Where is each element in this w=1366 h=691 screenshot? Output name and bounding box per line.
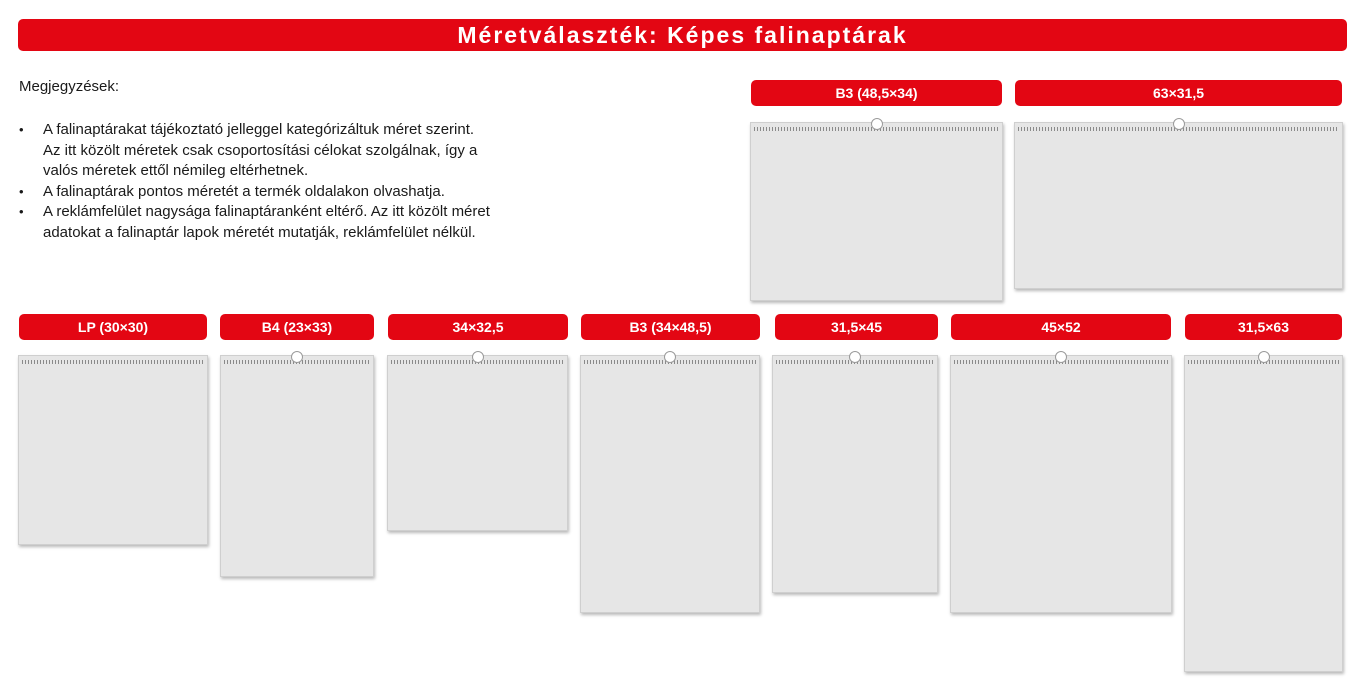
note-line: valós méretek ettől némileg eltérhetnek. [43,162,309,179]
hanger-icon [1173,118,1185,130]
page-title: Méretválaszték: Képes falinaptárak [457,21,908,48]
title-bar [18,19,1347,51]
hanger-icon [849,351,861,363]
size-label-34x32-5: 34×32,5 [388,314,568,340]
size-label-b3-portrait: B3 (34×48,5) [581,314,760,340]
calendar-31-5x63 [1184,355,1343,672]
calendar-lp [18,355,208,545]
hanger-icon [291,351,303,363]
note-item [19,120,559,182]
calendar-b3-portrait [580,355,760,613]
note-item [19,202,559,243]
hanger-icon [1055,351,1067,363]
hanger-icon [664,351,676,363]
notes-heading: Megjegyzések: [19,78,120,95]
calendar-63x31-5 [1014,122,1343,289]
spiral-binding [22,360,204,364]
calendar-b3-landscape [750,122,1003,301]
note-line: A reklámfelület nagysága falinaptáranként eltérő. Az itt közölt méret [43,203,490,220]
notes-list [19,120,559,243]
bullet-icon: • [19,183,24,199]
calendar-31-5x45 [772,355,938,593]
bullet-icon: • [19,122,24,137]
calendar-b4 [220,355,374,577]
size-label-31-5x45: 31,5×45 [775,314,938,340]
size-label-63x31-5: 63×31,5 [1015,80,1342,106]
note-line: A falinaptárak pontos méretét a termék oldalakon olvashatja. [43,182,445,200]
size-label-lp: LP (30×30) [19,314,207,340]
note-line: adatokat a falinaptár lapok méretét mutatják, reklámfelület nélkül. [43,223,476,241]
hanger-icon [871,118,883,130]
calendar-34x32-5 [387,355,568,531]
size-label-b4: B4 (23×33) [220,314,374,340]
calendar-45x52 [950,355,1172,613]
size-label-45x52: 45×52 [951,314,1171,340]
size-label-31-5x63: 31,5×63 [1185,314,1342,340]
bullet-icon: • [19,204,24,219]
size-label-b3-landscape: B3 (48,5×34) [751,80,1002,106]
note-line: Az itt közölt méretek csak csoportosítási célokat szolgálnak, így a [43,141,478,159]
note-item [19,182,559,203]
hanger-icon [472,351,484,363]
note-line: A falinaptárakat tájékoztató jelleggel kategórizáltuk méret szerint. [43,121,475,138]
hanger-icon [1258,351,1270,363]
